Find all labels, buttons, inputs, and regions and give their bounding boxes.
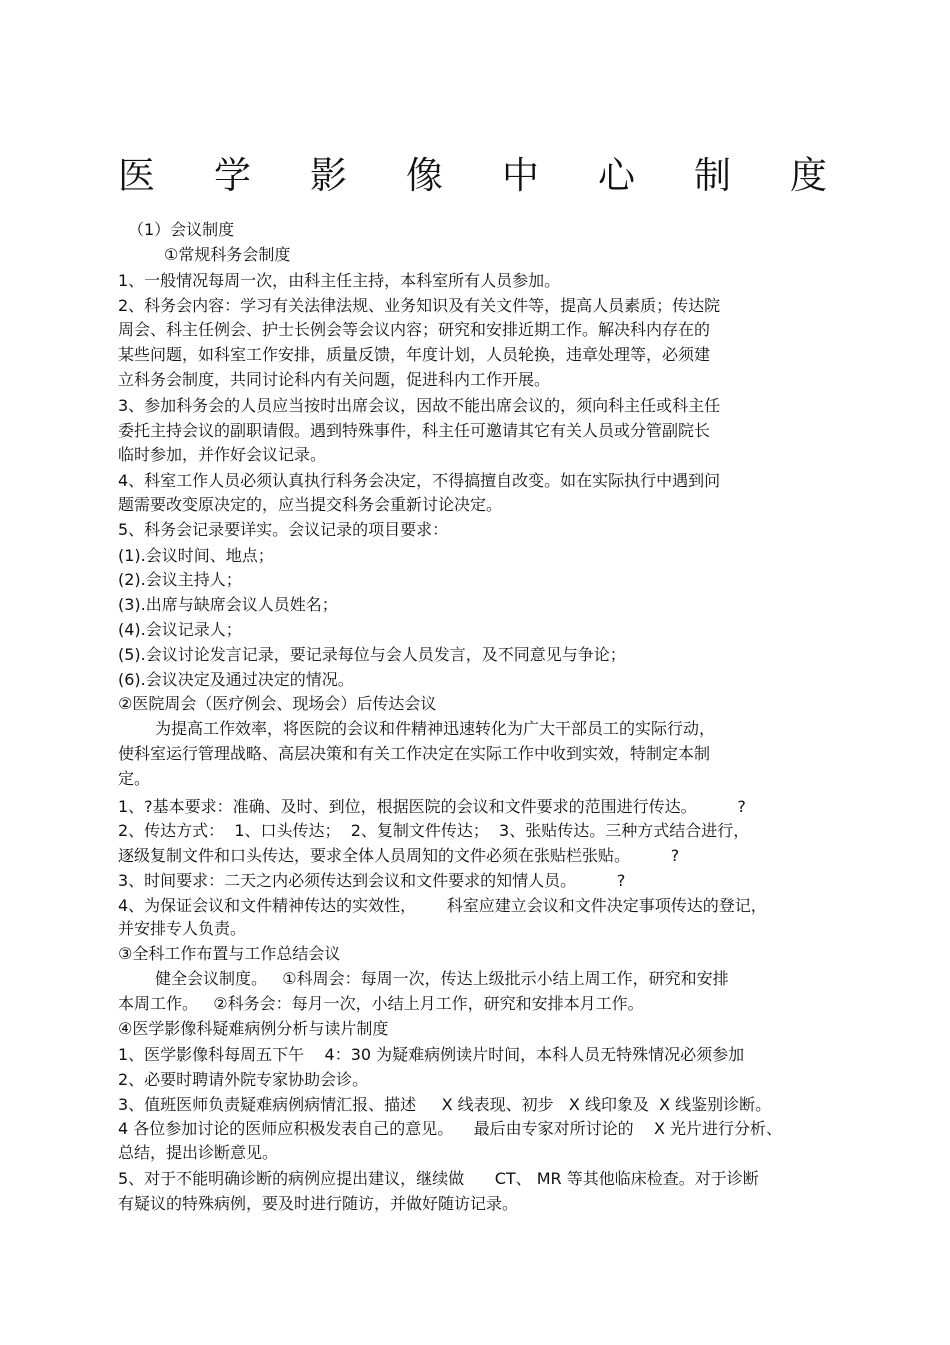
text-line: 并安排专人负责。 xyxy=(118,919,247,938)
text-line: 2、传达方式： 1、口头传达； 2、复制文件传达； 3、张贴传达。三种方式结合进行， xyxy=(118,821,750,840)
text-line: 本周工作。 ②科务会：每月一次，小结上月工作，研究和安排本月工作。 xyxy=(118,994,644,1013)
subsection-heading: ④医学影像科疑难病例分析与读片制度 xyxy=(118,1019,389,1038)
text-line: 4、科室工作人员必须认真执行科务会决定，不得搞擅自改变。如在实际执行中遇到问 xyxy=(118,471,721,490)
text-line: 3、时间要求：二天之内必须传达到会议和文件要求的知情人员。 ? xyxy=(118,871,626,890)
section-heading: （1）会议制度 xyxy=(128,220,235,239)
text-line: 3、参加科务会的人员应当按时出席会议，因故不能出席会议的，须向科主任或科主任 xyxy=(118,396,721,415)
text-line: 逐级复制文件和口头传达，要求全体人员周知的文件必须在张贴栏张贴。 ? xyxy=(118,846,680,865)
text-line: 定。 xyxy=(118,769,151,788)
text-line: 周会、科主任例会、护士长例会等会议内容；研究和安排近期工作。解决科内存在的 xyxy=(118,320,711,339)
text-line: 总结，提出诊断意见。 xyxy=(118,1143,279,1162)
subsection-heading: ②医院周会（医疗例会、现场会）后传达会议 xyxy=(118,694,437,713)
title-char: 度 xyxy=(790,154,827,197)
text-line: 5、对于不能明确诊断的病例应提出建议，继续做 CT、 MR 等其他临床检查。对于诊断 xyxy=(118,1169,759,1188)
title-char: 医 xyxy=(118,154,155,197)
text-line: 5、科务会记录要详实。会议记录的项目要求： xyxy=(118,520,449,539)
title-char: 心 xyxy=(598,154,635,197)
subsection-heading: ①常规科务会制度 xyxy=(164,245,291,264)
list-item: (2).会议主持人； xyxy=(118,570,242,589)
list-item: (5).会议讨论发言记录，要记录每位与会人员发言，及不同意见与争论； xyxy=(118,645,626,664)
text-line: 立科务会制度，共同讨论科内有关问题，促进科内工作开展。 xyxy=(118,370,551,389)
text-line: 健全会议制度。 ①科周会：每周一次，传达上级批示小结上周工作，研究和安排 xyxy=(155,969,729,988)
list-item: (6).会议决定及通过决定的情况。 xyxy=(118,670,354,689)
title-char: 中 xyxy=(502,154,539,197)
text-line: 1、?基本要求：准确、及时、到位，根据医院的会议和文件要求的范围进行传达。 ? xyxy=(118,797,746,816)
text-line: 2、必要时聘请外院专家协助会诊。 xyxy=(118,1070,369,1089)
text-line: 4、为保证会议和文件精神传达的实效性， 科室应建立会议和文件决定事项传达的登记， xyxy=(118,896,767,915)
text-line: 为提高工作效率，将医院的会议和件精神迅速转化为广大干部员工的实际行动， xyxy=(155,719,716,738)
text-line: 1、医学影像科每周五下午 4：30 为疑难病例读片时间，本科人员无特殊情况必须参加 xyxy=(118,1045,745,1064)
text-line: 委托主持会议的副职请假。遇到特殊事件，科主任可邀请其它有关人员或分管副院长 xyxy=(118,421,711,440)
title-char: 制 xyxy=(694,154,731,197)
title-char: 像 xyxy=(406,154,443,197)
text-line: 临时参加，并作好会议记录。 xyxy=(118,445,327,464)
text-line: 题需要改变原决定的，应当提交科务会重新讨论决定。 xyxy=(118,495,503,514)
text-line: 有疑议的特殊病例，要及时进行随访，并做好随访记录。 xyxy=(118,1194,519,1213)
list-item: (1).会议时间、地点； xyxy=(118,546,274,565)
list-item: (4).会议记录人； xyxy=(118,620,242,639)
list-item: (3).出席与缺席会议人员姓名； xyxy=(118,595,338,614)
title-char: 学 xyxy=(214,154,251,197)
text-line: 3、值班医师负责疑难病例病情汇报、描述 X 线表现、初步 X 线印象及 X 线鉴别诊断。 xyxy=(118,1095,772,1114)
subsection-heading: ③全科工作布置与工作总结会议 xyxy=(118,944,341,963)
title-char: 影 xyxy=(310,154,347,197)
text-line: 4 各位参加讨论的医师应积极发表自己的意见。 最后由专家对所讨论的 X 光片进行分析、 xyxy=(118,1119,783,1138)
text-line: 1、一般情况每周一次，由科主任主持，本科室所有人员参加。 xyxy=(118,271,561,290)
text-line: 某些问题，如科室工作安排，质量反馈，年度计划，人员轮换，违章处理等，必须建 xyxy=(118,345,711,364)
text-line: 使科室运行管理战略、高层决策和有关工作决定在实际工作中收到实效，特制定本制 xyxy=(118,744,711,763)
text-line: 2、科务会内容：学习有关法律法规、业务知识及有关文件等，提高人员素质；传达院 xyxy=(118,296,721,315)
